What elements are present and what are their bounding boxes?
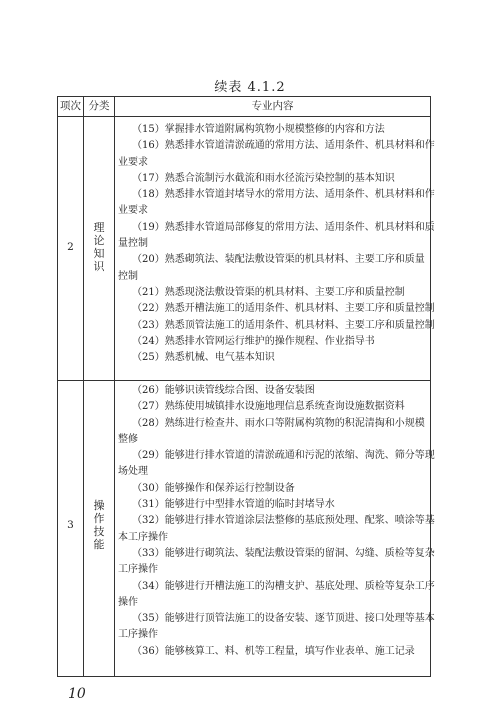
list-item [118, 448, 435, 481]
table-row-skills [58, 381, 435, 678]
row-category: 操 作 技 能 [93, 499, 105, 551]
list-item-text: （15）掌握排水管道附属构筑物小规模整修的内容和方法 [132, 124, 385, 135]
list-item-text-continued: 业要求 [118, 205, 148, 217]
list-item [118, 644, 424, 660]
row-category: 理 论 知 识 [93, 221, 105, 273]
list-item-text: （20）熟悉砌筑法、装配法敷设管渠的机具材料、主要工序和质量 [132, 254, 425, 266]
list-item [118, 318, 435, 334]
list-item-text: （19）熟悉排水管道局部修复的常用方法、适用条件、机具材料和质 [132, 221, 435, 233]
list-item-text: （31）能够进行中型排水管道的临时封堵导水 [132, 499, 335, 511]
list-item-text: （18）熟悉排水管道封堵导水的常用方法、适用条件、机具材料和作 [132, 189, 435, 201]
list-item [118, 497, 424, 513]
list-item [118, 350, 424, 366]
list-item-text: （34）能够进行开槽法施工的沟槽支护、基底处理、质检等复杂工序 [132, 580, 435, 592]
list-item-text: （36）能够核算工、料、机等工程量，填写作业表单、施工记录 [132, 645, 415, 657]
list-item [118, 171, 424, 187]
table-header [58, 97, 430, 117]
list-item [118, 579, 435, 612]
list-item-text: （30）能够操作和保养运行控制设备 [132, 482, 295, 494]
list-item [118, 416, 424, 449]
list-item-text: （21）熟悉现浇法敷设管渠的机具材料、主要工序和质量控制 [132, 286, 405, 298]
list-item [118, 138, 435, 171]
header-category: 分类 [88, 100, 110, 112]
list-item-text-continued: 工序操作 [118, 629, 158, 641]
list-item-text: （16）熟悉排水管道清淤疏通的常用方法、适用条件、机具材料和作 [132, 140, 435, 152]
page-number: 10 [68, 686, 86, 702]
list-item-text-continued: 整修 [118, 433, 138, 445]
list-item [118, 334, 424, 350]
list-item-text-continued: 工序操作 [118, 564, 158, 576]
curriculum-table [57, 96, 435, 677]
list-item-text: （29）能够进行排水管道的清淤疏通和污泥的浓缩、淘洗、筛分等现 [132, 450, 435, 462]
list-item-text: （17）熟悉合流制污水截流和雨水径流污染控制的基本知识 [132, 172, 395, 184]
list-item-text: （33）能够进行砌筑法、装配法敷设管渠的留洞、勾缝、质检等复杂 [132, 547, 435, 559]
list-item [118, 611, 435, 644]
list-item-text: （27）熟练使用城镇排水设施地理信息系统查询设施数据资料 [132, 401, 405, 413]
list-item-text: （25）熟悉机械、电气基本知识 [132, 352, 275, 364]
row-number: 3 [67, 519, 74, 531]
list-item-text: （32）能够进行排水管道涂层法整修的基底预处理、配浆、喷涂等基 [132, 515, 435, 527]
list-item [118, 383, 424, 399]
list-item [118, 285, 424, 301]
list-item-text-continued: 操作 [118, 596, 138, 608]
list-item-text: （28）熟练进行检查井、雨水口等附属构筑物的积泥清掏和小规模 [132, 417, 425, 429]
list-item [118, 481, 424, 497]
row-content-list [118, 122, 435, 366]
list-item [118, 220, 435, 253]
list-item-text: （23）熟悉顶管法施工的适用条件、机具材料、主要工序和质量控制 [132, 319, 435, 331]
table-caption: 续表 4.1.2 [214, 80, 286, 95]
list-item-text: （26）能够识读管线综合图、设备安装图 [132, 385, 315, 396]
list-item-text-continued: 本工序操作 [118, 531, 168, 543]
row-number: 2 [67, 241, 74, 253]
list-item [118, 546, 435, 579]
list-item [118, 122, 424, 138]
list-item-text: （35）能够进行顶管法施工的设备安装、逐节顶进、接口处理等基本 [132, 613, 435, 625]
list-item [118, 399, 424, 415]
list-item [118, 513, 435, 546]
header-item-no: 项次 [60, 100, 81, 112]
header-content: 专业内容 [251, 100, 294, 112]
list-item-text-continued: 量控制 [118, 238, 148, 250]
list-item [118, 252, 424, 285]
table-row-theory [58, 117, 435, 381]
row-content-list [118, 383, 435, 660]
list-item-text-continued: 业要求 [118, 156, 148, 168]
list-item [118, 301, 435, 317]
list-item-text-continued: 控制 [118, 270, 138, 282]
list-item-text: （24）熟悉排水管网运行维护的操作规程、作业指导书 [132, 335, 375, 347]
list-item [118, 187, 435, 220]
list-item-text-continued: 场处理 [118, 466, 148, 478]
list-item-text: （22）熟悉开槽法施工的适用条件、机具材料、主要工序和质量控制 [132, 303, 435, 315]
